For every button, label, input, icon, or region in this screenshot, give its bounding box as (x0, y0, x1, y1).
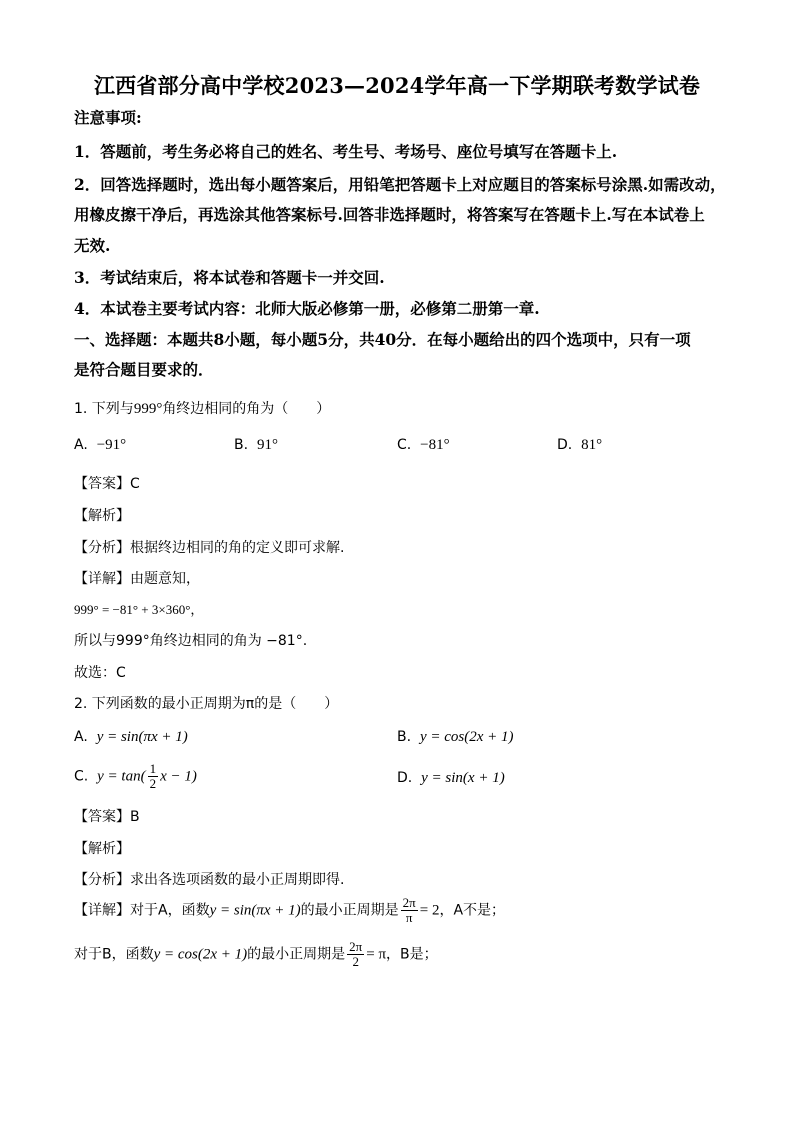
fraction-numerator: 2π (402, 895, 416, 910)
q2-answer: 【答案】B (74, 809, 140, 825)
notice-item-2a: 2．回答选择题时，选出每小题答案后，用铅笔把答题卡上对应题目的答案标号涂黑.如需改动， (74, 175, 726, 194)
q1-stem-prefix: 1. 下列与 (74, 401, 134, 417)
q1-option-a (74, 437, 126, 454)
option-value: −81° (420, 437, 450, 453)
detail-text: ，B是； (386, 946, 438, 963)
option-fraction (148, 762, 159, 791)
q1-conclusion: 所以与999°角终边相同的角为 −81°. (74, 633, 308, 649)
q1-option-c (397, 437, 450, 454)
section-heading-line2: 是符合题目要求的． (74, 360, 214, 379)
q2-analysis: 【分析】求出各选项函数的最小正周期即得. (74, 872, 345, 888)
fraction-numerator: 2π (349, 939, 363, 954)
detail-fraction (401, 896, 418, 925)
option-label: B. (234, 437, 249, 453)
q2-detail-a (74, 896, 505, 925)
detail-function: y = cos(2x + 1) (153, 946, 248, 963)
q1-stem (74, 398, 330, 418)
q1-option-b (234, 437, 278, 454)
fraction-denominator: 2 (149, 776, 157, 791)
fraction-denominator: π (405, 910, 413, 925)
detail-text: 【详解】对于A，函数 (74, 902, 210, 919)
option-value: y = cos(2x + 1) (419, 729, 514, 745)
notice-item-1: 1．答题前，考生务必将自己的姓名、考生号、考场号、座位号填写在答题卡上. (74, 142, 618, 161)
q2-option-c (74, 762, 197, 791)
option-value: y = sin(x + 1) (421, 770, 505, 786)
option-label: A. (74, 437, 88, 453)
option-label: A. (74, 729, 88, 745)
detail-text: 的最小正周期是 (300, 902, 399, 919)
q1-answer: 【答案】C (74, 476, 140, 492)
option-label: D. (557, 437, 573, 453)
notice-item-2c: 无效. (74, 236, 111, 255)
q1-analysis: 【分析】根据终边相同的角的定义即可求解. (74, 540, 345, 556)
fraction-numerator: 1 (149, 761, 157, 776)
q2-detail-b (74, 940, 438, 969)
notice-item-2b: 用橡皮擦干净后，再选涂其他答案标号.回答非选择题时，将答案写在答题卡上.写在本试卷上 (74, 205, 705, 224)
detail-result: = π (366, 946, 387, 963)
option-value-prefix: y = tan( (97, 768, 146, 785)
option-label: C. (397, 437, 412, 453)
detail-function: y = sin(πx + 1) (209, 902, 301, 919)
detail-result: = 2 (419, 902, 440, 919)
detail-text: ，A不是； (439, 902, 506, 919)
option-value: 81° (581, 437, 603, 453)
exam-title: 江西省部分高中学校2023—2024学年高一下学期联考数学试卷 (93, 73, 701, 98)
q2-option-a (74, 729, 188, 746)
option-value: y = sin(πx + 1) (96, 729, 188, 745)
q1-analysis-heading: 【解析】 (74, 508, 130, 524)
option-label: D. (397, 770, 413, 786)
q2-option-d (397, 770, 505, 787)
q2-analysis-heading: 【解析】 (74, 841, 130, 857)
option-value: −91° (96, 437, 127, 453)
fraction-denominator: 2 (352, 954, 359, 969)
q1-stem-angle: 999° (133, 401, 163, 417)
q1-choice: 故选：C (74, 665, 126, 681)
notice-heading: 注意事项: (74, 108, 142, 127)
q1-option-d (557, 437, 602, 454)
option-label: B. (397, 729, 412, 745)
q1-equation: 999° = −81° + 3×360°， (74, 602, 204, 617)
notice-item-3: 3．考试结束后，将本试卷和答题卡一并交回. (74, 268, 385, 287)
section-heading-line1: 一、选择题：本题共8小题，每小题5分，共40分．在每小题给出的四个选项中，只有一项 (74, 330, 691, 349)
option-value-suffix: x − 1) (160, 768, 197, 785)
notice-item-4: 4．本试卷主要考试内容：北师大版必修第一册，必修第二册第一章. (74, 299, 540, 318)
detail-text: 对于B，函数 (74, 946, 154, 963)
q2-stem: 2. 下列函数的最小正周期为π的是（ ） (74, 696, 339, 712)
option-value: 91° (256, 437, 278, 453)
detail-text: 的最小正周期是 (247, 946, 346, 963)
q1-detail-heading: 【详解】由题意知， (74, 571, 200, 587)
q2-option-b (397, 729, 514, 746)
detail-fraction (347, 940, 364, 969)
q1-stem-suffix: 角终边相同的角为（ ） (162, 401, 331, 417)
option-label: C. (74, 768, 89, 785)
